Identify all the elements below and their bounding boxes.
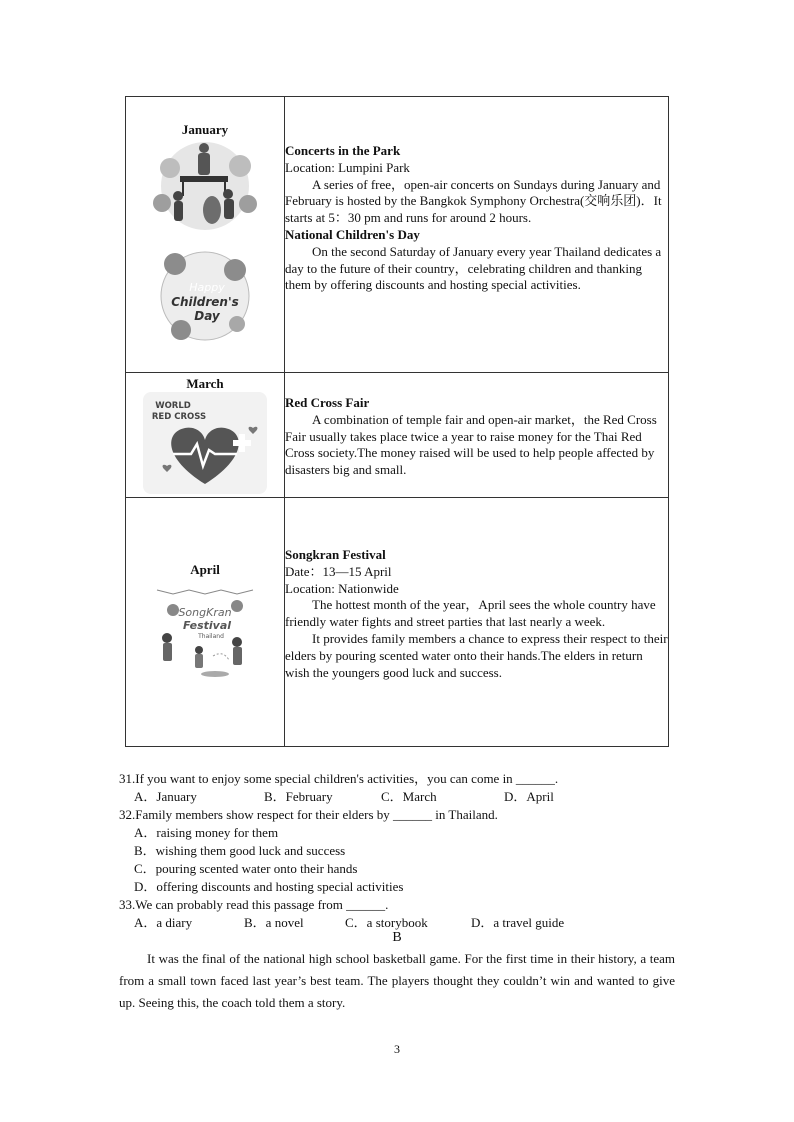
svg-text:Children's: Children's — [171, 295, 239, 309]
option: A．raising money for them — [134, 825, 279, 840]
event-paragraph: It provides family members a chance to express their respect to their elders by pouring scented water onto their hands.The elders in return wish the youngers good luck and success. — [285, 630, 668, 680]
songkran-illustration — [153, 582, 257, 680]
event-title: National Children's Day — [285, 226, 420, 242]
childrens-day-illustration — [145, 244, 265, 346]
month-label: March — [186, 376, 224, 391]
questions-section — [119, 770, 679, 932]
red-cross-illustration — [143, 392, 267, 494]
option: D．a travel guide — [471, 915, 565, 930]
event-paragraph: A combination of temple fair and open-air market，the Red Cross Fair usually takes place twice a year to raise money for the Thai Red Cross society.The money raised will be used to help people affected by disasters big and small. — [285, 411, 657, 478]
table-row-march — [126, 373, 669, 498]
image-text-red-cross: RED CROSS — [151, 412, 207, 422]
month-cell — [126, 373, 285, 498]
section-heading: B — [392, 930, 402, 945]
option: C．March — [381, 789, 437, 804]
event-location: Location: Lumpini Park — [285, 159, 410, 175]
option: D．April — [504, 789, 554, 804]
month-label: April — [190, 562, 220, 577]
concert-illustration — [140, 138, 270, 238]
event-description-cell — [285, 498, 669, 747]
event-paragraph: On the second Saturday of January every year Thailand dedicates a day to the future of their country，celebrating children and thanking them by offering discounts and hosting special activities. — [285, 243, 662, 293]
image-text-thailand: Thailand — [198, 633, 224, 640]
option: A．January — [134, 789, 197, 804]
question-stem: 31.If you want to enjoy some special children's activities，you can come in ______. — [119, 771, 559, 786]
image-text-festival: Festival — [182, 619, 232, 632]
event-title: Concerts in the Park — [285, 143, 401, 158]
event-title: Red Cross Fair — [285, 395, 370, 410]
option: D．offering discounts and hosting special activities — [134, 879, 404, 894]
event-paragraph: The hottest month of the year，April sees the whole country have friendly water fights and street parties that last nearly a week. — [285, 597, 656, 630]
svg-text:Happy: Happy — [189, 281, 225, 294]
month-label: January — [181, 122, 229, 137]
event-paragraph: A series of free，open-air concerts on Sundays during January and February is hosted by the Bangkok Symphony Orchestra(交响乐团)．It starts at 5：30 pm and runs for around 2 hours. — [285, 176, 662, 226]
question-stem: 33.We can probably read this passage from ______. — [119, 897, 389, 912]
option: A．a diary — [134, 915, 193, 930]
event-title: Songkran Festival — [285, 547, 386, 562]
event-date: Date：13—15 April — [285, 563, 392, 579]
option: C．a storybook — [345, 915, 428, 930]
svg-text:Day: Day — [194, 309, 220, 323]
passage-paragraph: It was the final of the national high school basketball game. For the first time in their history, a team from a small town faced last year’s best team. The players thought they couldn’t win and wanted to give up. Seeing this, the coach told them a story. — [119, 951, 675, 1010]
event-description-cell — [285, 373, 669, 498]
reading-passage — [119, 948, 675, 1014]
question-stem: 32.Family members show respect for their elders by ______ in Thailand. — [119, 807, 498, 822]
image-text-world: WORLD — [155, 401, 191, 411]
event-location: Location: Nationwide — [285, 580, 399, 596]
month-cell — [126, 498, 285, 747]
option: B．wishing them good luck and success — [134, 843, 346, 858]
event-description-cell — [285, 97, 669, 373]
events-table — [125, 96, 669, 747]
month-cell — [126, 97, 285, 373]
image-text-songkran: SongKran — [178, 606, 232, 619]
table-row-april — [126, 498, 669, 747]
page-number: 3 — [394, 1042, 400, 1056]
option: B．a novel — [244, 915, 304, 930]
table-row-january — [126, 97, 669, 373]
option: C．pouring scented water onto their hands — [134, 861, 358, 876]
question-options — [119, 788, 679, 806]
option: B．February — [264, 789, 333, 804]
